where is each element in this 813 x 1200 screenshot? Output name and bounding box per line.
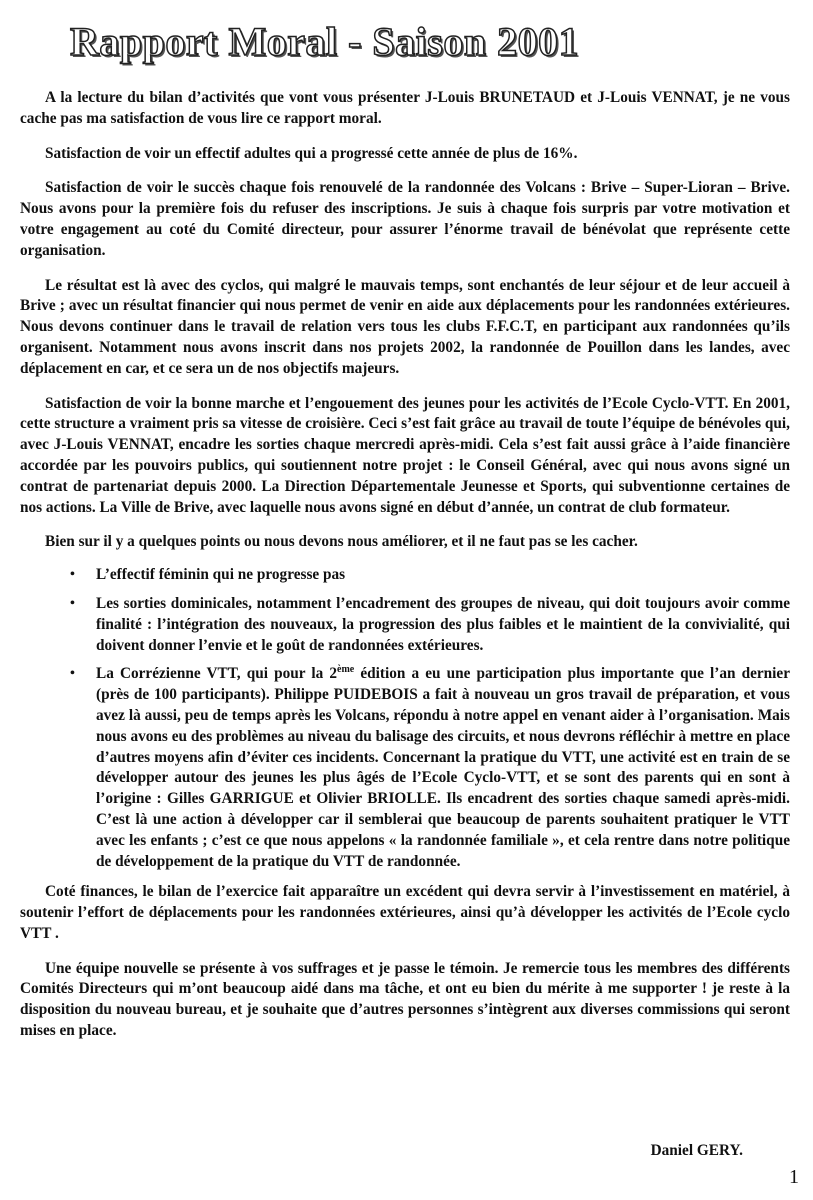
- document-title: Rapport Moral - Saison 2001: [70, 19, 580, 64]
- bullet-icon: •: [70, 567, 75, 583]
- paragraph-ecole-vtt: Satisfaction de voir la bonne marche et l’engouement des jeunes pour les activités de l’Ecole Cyclo-VTT. En 2001, cette structure a vraiment pris sa vitesse de croisière. Ceci s’est fait grâce au travail de toute l’équipe de bénévoles qui, avec J-Louis VENNAT, encadre les sorties chaque mercredi après-midi. Cela s’est fait aussi grâce à l’aide financière accordée par les pouvoirs publics, qui soutiennent notre projet : le Conseil Général, avec qui nous avons signé un contrat de partenariat depuis 2000. La Direction Départementale Jeunesse et Sports, qui subventionne certaines de nos actions. La Ville de Brive, avec laquelle nous avons signé en début d’année, un contrat de club formateur.: [20, 394, 790, 516]
- ordinal-suffix: ème: [337, 664, 355, 676]
- bullet-icon: •: [70, 666, 75, 682]
- list-item: [70, 565, 790, 586]
- paragraph-ameliorations: Bien sur il y a quelques points ou nous devons nous améliorer, et il ne faut pas se les cacher.: [45, 533, 638, 551]
- list-item: [70, 594, 790, 656]
- paragraph-conclusion: Une équipe nouvelle se présente à vos suffrages et je passe le témoin. Je remercie tous les membres des différents Comités Directeurs qui m’ont beaucoup aidé dans ma tâche, et ont eu bien du mérite à me supporter ! je reste à la disposition du nouveau bureau, et je souhaite que d’autres personnes s’intègrent aux diverses commissions qui seront mises en place.: [20, 959, 790, 1040]
- list-item-text: Les sorties dominicales, notamment l’encadrement des groupes de niveau, qui doit toujours avoir comme finalité : l’intégration des nouveaux, la progression des plus faibles et le maintient de la convivialité, qui doivent donner l’envie et le goût de randonnées extérieures.: [96, 594, 790, 654]
- page-number: 1: [789, 1166, 799, 1188]
- list-item-text: L’effectif féminin qui ne progresse pas: [96, 566, 346, 584]
- signature: Daniel GERY.: [650, 1142, 743, 1159]
- paragraph-finances: Coté finances, le bilan de l’exercice fait apparaître un excédent qui devra servir à l’investissement en matériel, à soutenir l’effort de déplacements pour les randonnées extérieures, ainsi qu’à développer les activités de l’Ecole cyclo VTT .: [20, 883, 790, 942]
- report-body: [20, 88, 790, 1056]
- list-item-text: [96, 665, 790, 869]
- bullet-icon: •: [70, 595, 75, 611]
- list-item-text-rest: édition a eu une participation plus importante que l’an dernier (près de 100 participants). Philippe PUIDEBOIS a fait à nouveau un gros travail de préparation, et vous avez là aussi, peu de temps après les Volcans, répondu à notre appel en venant aider à l’organisation. Mais nous avons eu des problèmes au niveau du balisage des circuits, et nous devrons réfléchir à mettre en place d’autres moyens afin d’éviter ces incidents. Concernant la pratique du VTT, une activité est en train de se développer autour des jeunes les plus âgés de l’Ecole Cyclo-VTT, et se sont des parents qui en sont à l’origine : Gilles GARRIGUE et Olivier BRIOLLE. Ils encadrent des sorties chaque samedi après-midi. C’est là une action à développer car il semblerai que beaucoup de parents souhaitent pratiquer le VTT avec les enfants ; c’est ce que nous appelons « la randonnée familiale », et cela rentre dans notre politique de développement de la pratique du VTT de randonnée.: [96, 665, 790, 870]
- paragraph-effectif: Satisfaction de voir un effectif adultes qui a progressé cette année de plus de 16%.: [45, 144, 578, 162]
- list-item-text-start: La Corrézienne VTT, qui pour la 2: [96, 665, 337, 683]
- list-item: [70, 664, 790, 872]
- paragraph-volcans: Satisfaction de voir le succès chaque fois renouvelé de la randonnée des Volcans : Brive – Super-Lioran – Brive. Nous avons pour la première fois du refuser des inscriptions. Je suis à chaque fois surpris par votre motivation et votre engagement au coté du Comité directeur, pour assurer l’énorme travail de bénévolat que représente cette organisation.: [20, 179, 790, 259]
- improvement-list: [20, 565, 790, 872]
- paragraph-resultat: Le résultat est là avec des cyclos, qui malgré le mauvais temps, sont enchantés de leur séjour et de leur accueil à Brive ; avec un résultat financier qui nous permet de venir en aide aux déplacements pour les randonnées extérieures. Nous devons continuer dans le travail de relation vers tous les clubs F.F.C.T, en participant aux randonnées qu’ils organisent. Notamment nous avons inscrit dans nos projets 2002, la randonnée de Pouillon dans les landes, avec déplacement en car, et ce sera un de nos objectifs majeurs.: [20, 276, 790, 377]
- paragraph-intro: A la lecture du bilan d’activités que vont vous présenter J-Louis BRUNETAUD et J-Louis VENNAT, je ne vous cache pas ma satisfaction de vous lire ce rapport moral.: [20, 89, 790, 127]
